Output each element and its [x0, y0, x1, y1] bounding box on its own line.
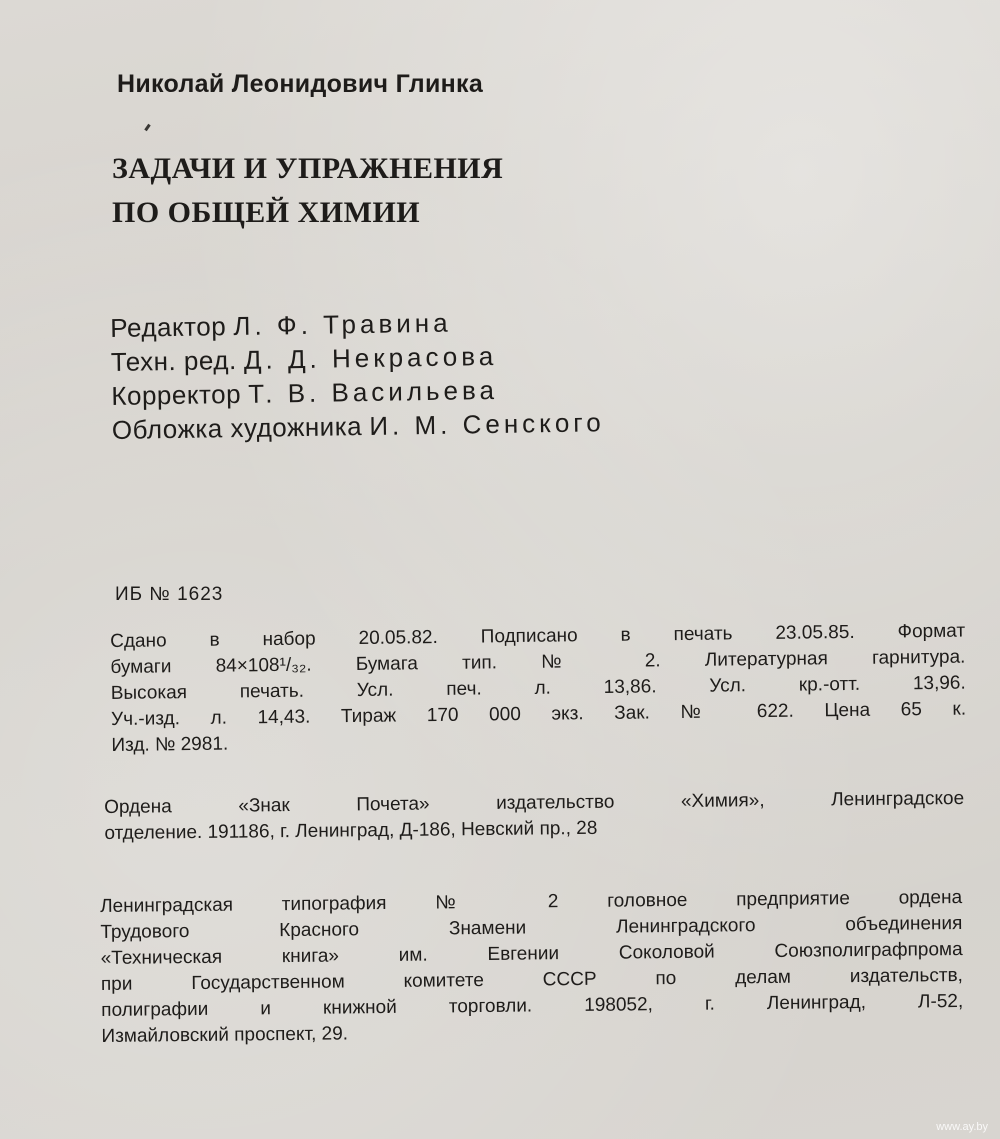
publisher-block: [104, 786, 964, 847]
printer-line: полиграфии и книжной торговли. 198052, г. Ленинград, Л-52,: [101, 990, 964, 1021]
publisher-line: Ордена «Знак Почета» издательство «Химия», Ленинградское: [104, 787, 965, 818]
book-title-line-2: ПО ОБЩЕЙ ХИМИИ: [112, 196, 421, 229]
credit-cover-artist: [112, 405, 605, 447]
ink-mark: [144, 124, 150, 131]
credit-role: Корректор: [111, 378, 242, 411]
printer-line: Ленинградская типография № 2 головное предприятие ордена: [100, 886, 963, 917]
site-watermark: www.ay.by: [936, 1121, 988, 1133]
book-title-line-1: ЗАДАЧИ И УПРАЖНЕНИЯ: [112, 152, 504, 185]
author-name: Николай Леонидович Глинка: [117, 70, 484, 98]
imprint-line: Сдано в набор 20.05.82. Подписано в печать 23.05.85. Формат: [110, 620, 966, 652]
credits-block: [110, 303, 605, 447]
credit-person: Т. В. Васильева: [248, 374, 499, 409]
printer-line: Измайловский проспект, 29.: [101, 1023, 349, 1047]
imprint-block: [110, 619, 967, 759]
printer-line: «Техническая книга» им. Евгении Соколовой Союзполиграфпрома: [100, 938, 963, 969]
printer-line: при Государственном комитете СССР по делам издательств,: [100, 964, 964, 995]
imprint-line: Изд. № 2981.: [111, 733, 229, 756]
printer-line: Трудового Красного Знамени Ленинградского объединения: [100, 912, 963, 943]
credit-person: Л. Ф. Травина: [233, 307, 452, 342]
imprint-line: Высокая печать. Усл. печ. л. 13,86. Усл. кр.-отт. 13,96.: [110, 672, 966, 704]
imprint-line: Уч.-изд. л. 14,43. Тираж 170 000 экз. Зак. № 622. Цена 65 к.: [110, 698, 967, 730]
credit-role: Техн. ред.: [110, 345, 237, 377]
credit-role: Редактор: [110, 311, 227, 343]
book-title: [112, 147, 503, 235]
credit-person: Д. Д. Некрасова: [243, 340, 498, 375]
ib-number: ИБ № 1623: [115, 584, 224, 605]
printer-block: [100, 885, 964, 1050]
credit-role: Обложка художника: [111, 411, 363, 445]
credit-person: И. М. Сенского: [369, 407, 605, 441]
publisher-line: отделение. 191186, г. Ленинград, Д-186, Невский пр., 28: [104, 817, 598, 844]
imprint-line: бумаги 84×108¹/₃₂. Бумага тип. № 2. Литературная гарнитура.: [110, 646, 966, 678]
